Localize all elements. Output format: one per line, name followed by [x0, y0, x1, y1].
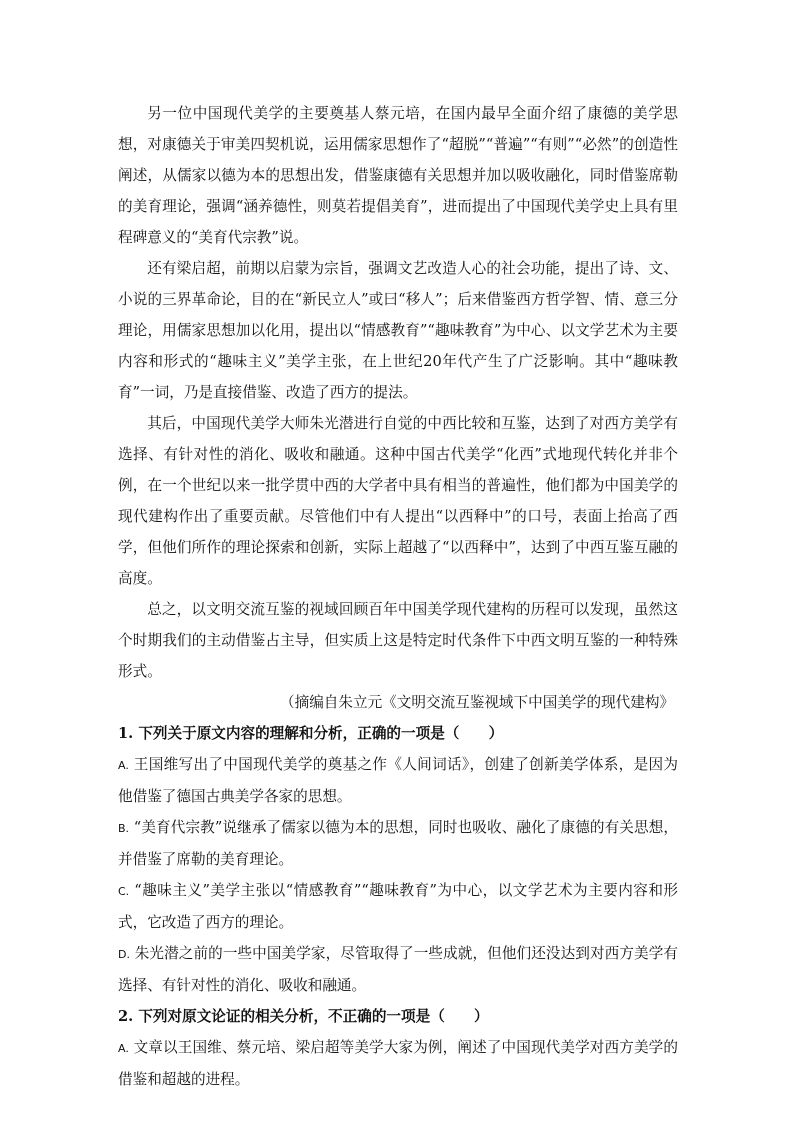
option-letter: A. — [118, 759, 129, 772]
paragraph-cai-yuanpei: 另一位中国现代美学的主要奠基人蔡元培，在国内最早全面介绍了康德的美学思想，对康德关于审美四契机说，运用儒家思想作了“超脱”“普遍”“有则”“必然”的创造性阐述，从儒家以德为本的思想出发，借鉴康德有关思想并加以吸收融化，同时借鉴席勒的美育理论，强调“涵养德性，则莫若提倡美育”，进而提出了中国现代美学史上具有里程碑意义的“美育代宗教”说。 — [118, 105, 678, 246]
option-letter: B. — [118, 822, 130, 835]
option-text: 文章以王国维、蔡元培、梁启超等美学大家为例，阐述了中国现代美学对西方美学的借鉴和超越的进程。 — [118, 1039, 678, 1088]
option-text: “趣味主义”美学主张以“情感教育”“趣味教育”为中心，以文学艺术为主要内容和形式，它改造了西方的理论。 — [118, 882, 678, 931]
question-1-option-a — [118, 749, 678, 812]
source-citation: （摘编自朱立元《文明交流互鉴视域下中国美学的现代建构》 — [280, 694, 675, 711]
document-page — [118, 98, 678, 1095]
option-text: 王国维写出了中国现代美学的奠基之作《人间词话》，创建了创新美学体系，是因为他借鉴了德国古典美学各家的思想。 — [118, 756, 678, 805]
question-2-stem: 2. 下列对原文论证的相关分析，不正确的一项是（ ） — [118, 1008, 489, 1025]
paragraph-zhu-guangqian: 其后，中国现代美学大师朱光潜进行自觉的中西比较和互鉴，达到了对西方美学有选择、有针对性的消化、吸收和融通。这种中国古代美学“化西”式地现代转化并非个例，在一个世纪以来一批学贯中西的大学者中具有相当的普遍性，他们都为中国美学的现代建构作出了重要贡献。尽管他们中有人提出“以西释中”的口号，表面上抬高了西学，但他们所作的理论探索和创新，实际上超越了“以西释中”，达到了中西互鉴互融的高度。 — [118, 415, 678, 587]
option-text: 朱光潜之前的一些中国美学家，尽管取得了一些成就，但他们还没达到对西方美学有选择、有针对性的消化、吸收和融通。 — [118, 945, 678, 994]
option-letter: D. — [118, 948, 130, 961]
question-1-option-d — [118, 938, 678, 1001]
question-2-option-a — [118, 1032, 678, 1095]
paragraph-conclusion: 总之，以文明交流互鉴的视域回顾百年中国美学现代建构的历程可以发现，虽然这个时期我们的主动借鉴占主导，但实质上这是特定时代条件下中西文明互鉴的一种特殊形式。 — [118, 601, 678, 680]
option-letter: A. — [118, 1042, 129, 1055]
question-1-stem: 1. 下列关于原文内容的理解和分析，正确的一项是（ ） — [118, 725, 504, 742]
question-1-option-c — [118, 875, 678, 938]
question-1-option-b — [118, 812, 678, 875]
option-letter: C. — [118, 885, 130, 898]
option-text: “美育代宗教”说继承了儒家以德为本的思想，同时也吸收、融化了康德的有关思想，并借鉴了席勒的美育理论。 — [118, 819, 678, 868]
paragraph-liang-qichao: 还有梁启超，前期以启蒙为宗旨，强调文艺改造人心的社会功能，提出了诗、文、小说的三界革命论，目的在“新民立人”或曰“移人”；后来借鉴西方哲学智、情、意三分理论，用儒家思想加以化用，提出以“情感教育”“趣味教育”为中心、以文学艺术为主要内容和形式的“趣味主义”美学主张，在上世纪20年代产生了广泛影响。其中“趣味教育”一词，乃是直接借鉴、改造了西方的提法。 — [118, 260, 678, 401]
